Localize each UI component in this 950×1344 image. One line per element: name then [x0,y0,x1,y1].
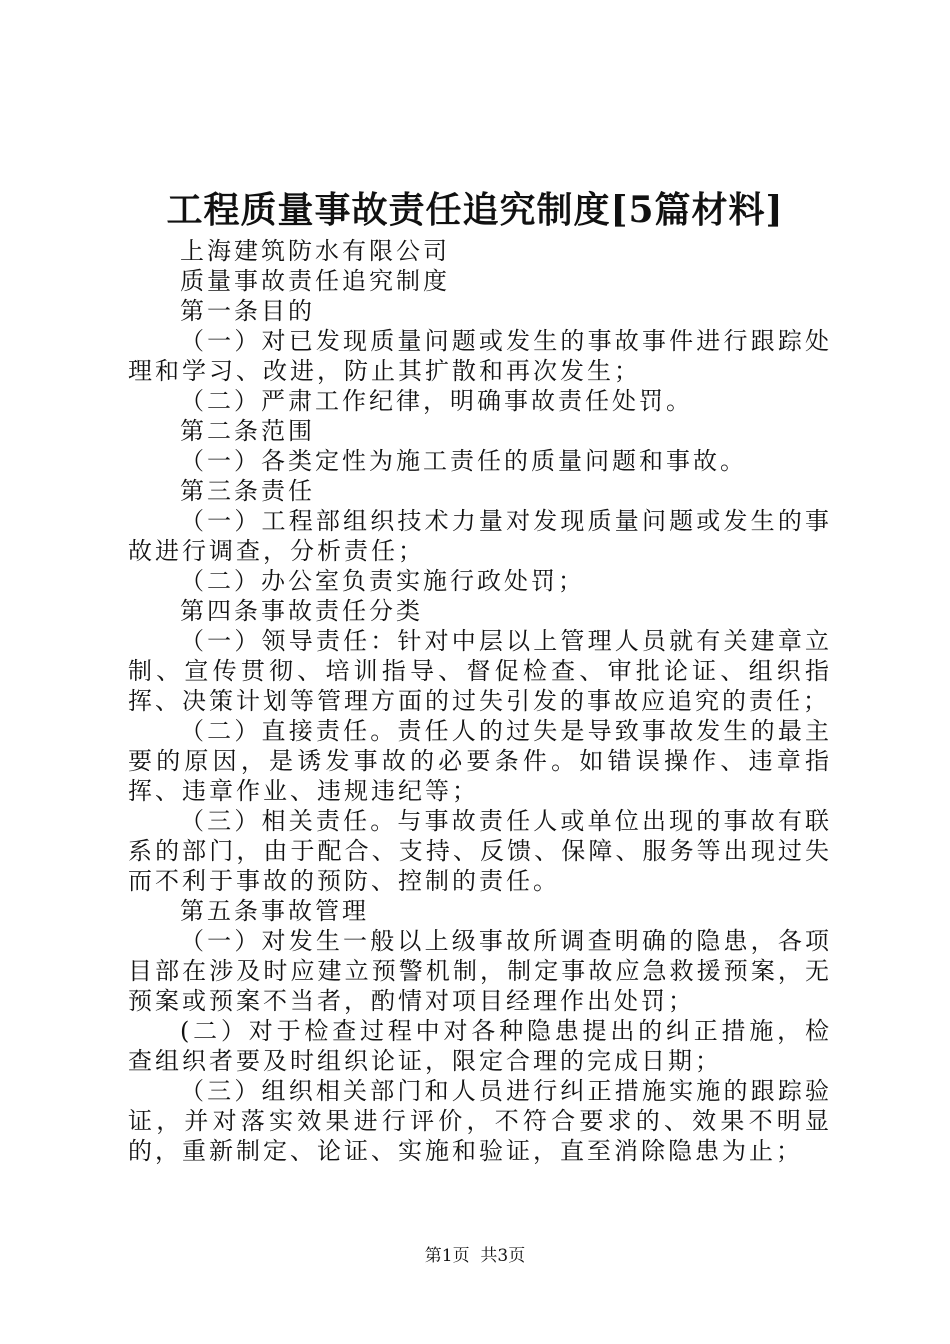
paragraph: （一）对已发现质量问题或发生的事故事件进行跟踪处理和学习、改进，防止其扩散和再次发生； [128,327,832,385]
paragraph: （二）直接责任。责任人的过失是导致事故发生的最主要的原因，是诱发事故的必要条件。如错误操作、违章指挥、违章作业、违规违纪等； [128,717,832,805]
article-3-heading: 第三条责任 [180,477,315,505]
article-5-heading: 第五条事故管理 [180,897,369,925]
paragraph: （一）对发生一般以上级事故所调查明确的隐患，各项目部在涉及时应建立预警机制，制定事故应急救援预案，无预案或预案不当者，酌情对项目经理作出处罚； [128,927,832,1015]
paragraph-company: 上海建筑防水有限公司 [180,237,450,265]
paragraph: （一）工程部组织技术力量对发现质量问题或发生的事故进行调查，分析责任； [128,507,832,565]
paragraph-subtitle: 质量事故责任追究制度 [180,267,450,295]
document-body [128,236,832,1166]
page-number-footer: 第1页 共3页 [424,1246,526,1266]
article-2-heading: 第二条范围 [180,417,315,445]
paragraph: （三）组织相关部门和人员进行纠正措施实施的跟踪验证，并对落实效果进行评价，不符合要求的、效果不明显的，重新制定、论证、实施和验证，直至消除隐患为止； [128,1077,832,1165]
paragraph: （二）办公室负责实施行政处罚； [180,567,585,595]
paragraph: （二）严肃工作纪律，明确事故责任处罚。 [180,387,693,415]
article-4-heading: 第四条事故责任分类 [180,597,423,625]
article-1-heading: 第一条目的 [180,297,315,325]
paragraph: （三）相关责任。与事故责任人或单位出现的事故有联系的部门，由于配合、支持、反馈、保障、服务等出现过失而不利于事故的预防、控制的责任。 [128,807,832,895]
document-title: 工程质量事故责任追究制度[5篇材料] [166,189,784,231]
paragraph: (二）对于检查过程中对各种隐患提出的纠正措施，检查组织者要及时组织论证，限定合理的完成日期； [128,1017,832,1075]
paragraph: （一）各类定性为施工责任的质量问题和事故。 [180,447,747,475]
paragraph: （一）领导责任：针对中层以上管理人员就有关建章立制、宣传贯彻、培训指导、督促检查、审批论证、组织指挥、决策计划等管理方面的过失引发的事故应追究的责任； [128,627,832,715]
